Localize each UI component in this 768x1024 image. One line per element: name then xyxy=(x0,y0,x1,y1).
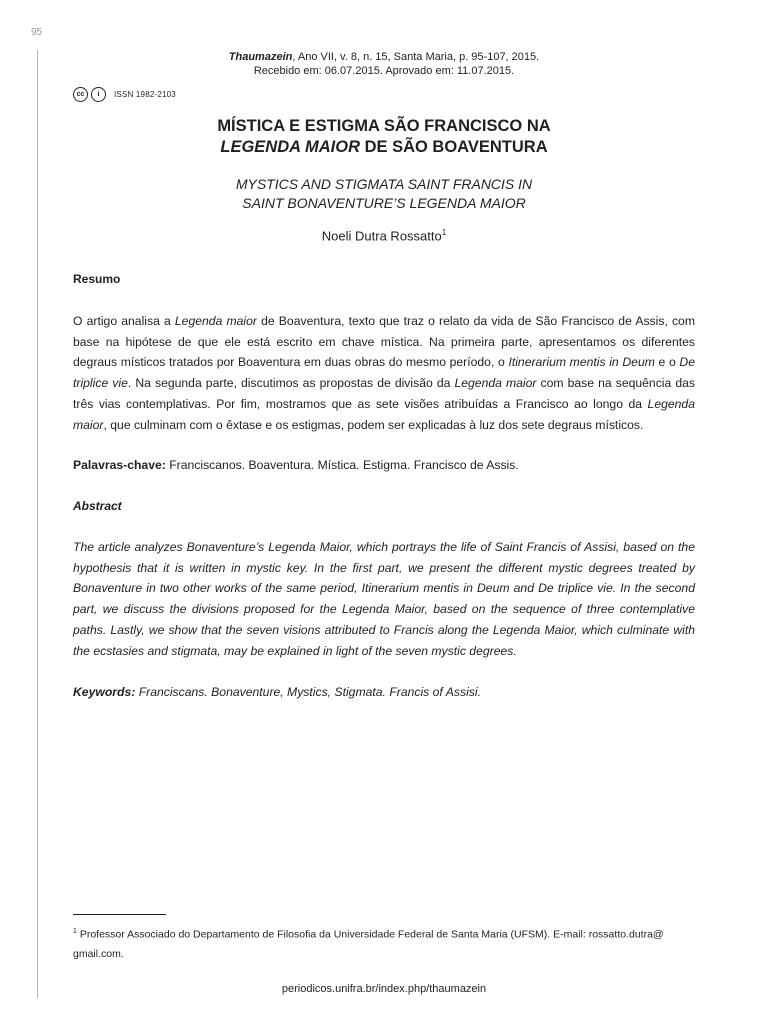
abstract-text: The article analyzes Bonaventure’s Legenda Maior, which portrays the life of Saint Francis of Assisi, based on the hypothesis that it is written in mystic key. In the first part, we present the different mystic degrees treated by Bonaventure in two other works of the same period, Itinerarium mentis in Deum and De triplice vie. In the second part, we discuss the divisions proposed for the Legenda Maior, based on the sequence of three contemplative paths. Lastly, we show that the seven visions attributed to Francis along the Legenda Maior, which culminate with the ecstasies and stigmata, may be explained in light of the seven mystic degrees. xyxy=(73,540,695,658)
resumo-italic: Legenda maior xyxy=(454,376,537,391)
footnote-mark: 1 xyxy=(73,928,77,935)
author-footnote-mark: 1 xyxy=(441,228,447,237)
resumo-part: de Boaventura, texto que traz o relato da vida de São Francisco de Assis, com base na hipótese de que ele está escrito em chave mística. Na primeira parte, apresentamos os diferentes degraus místicos tratados por Boaventura em duas obras do mesmo período, o xyxy=(73,314,695,370)
keywords xyxy=(73,682,695,703)
palavras-chave-text: Franciscanos. Boaventura. Mística. Estigma. Francisco de Assis. xyxy=(165,458,519,472)
resumo-part: com base na sequência das três vias contemplativas. Por fim, mostramos que as sete visões atribuídas a Francisco ao longo da xyxy=(73,376,696,411)
received-dates: Recebido em: 06.07.2015. Aprovado em: 11.07.2015. xyxy=(253,65,515,77)
footnote-text: Professor Associado do Departamento de Filosofia da Universidade Federal de Santa Maria (UFSM). E-mail: rossatto.dutra@ gmail.com. xyxy=(73,928,664,960)
page-number: 95 xyxy=(31,27,43,38)
resumo-italic: Itinerarium mentis in Deum xyxy=(508,355,655,370)
attribution-icon: i xyxy=(91,87,106,102)
abstract-heading: Abstract xyxy=(73,499,122,513)
subtitle-line-2: SAINT BONAVENTURE’S LEGENDA MAIOR xyxy=(242,195,526,211)
subtitle-line-1: MYSTICS AND STIGMATA SAINT FRANCIS IN xyxy=(235,176,533,192)
palavras-chave-label: Palavras-chave: xyxy=(73,458,166,472)
article-subtitle xyxy=(100,175,668,213)
resumo-part: e o xyxy=(654,355,680,370)
keywords-text: Franciscans. Bonaventure, Mystics, Stigmata. Francis of Assisi. xyxy=(135,685,481,699)
citation-text: , Ano VII, v. 8, n. 15, Santa Maria, p. 95-107, 2015. xyxy=(292,51,540,63)
author-name: Noeli Dutra Rossatto xyxy=(321,228,442,244)
title-line-1: MÍSTICA E ESTIGMA SÃO FRANCISCO NA xyxy=(217,117,551,135)
title-rest: DE SÃO BOAVENTURA xyxy=(360,138,548,156)
creative-commons-icon: cc xyxy=(73,87,88,102)
journal-header xyxy=(100,50,668,78)
keywords-label: Keywords: xyxy=(73,685,136,699)
resumo-part: . Na segunda parte, discutimos as propostas de divisão da xyxy=(127,376,455,391)
resumo-heading: Resumo xyxy=(73,272,121,286)
margin-rule xyxy=(37,50,38,998)
resumo-italic: De triplice vie xyxy=(73,355,696,391)
article-title xyxy=(100,116,668,158)
footer-url: periodicos.unifra.br/index.php/thaumazein xyxy=(281,983,487,995)
resumo-italic: Legenda maior xyxy=(174,314,257,328)
citation-line xyxy=(100,50,668,64)
resumo-part: O artigo analisa a xyxy=(73,314,175,328)
palavras-chave xyxy=(73,455,695,476)
author xyxy=(100,228,668,243)
resumo-text xyxy=(73,311,695,435)
resumo-part: , que culminam com o êxtase e os estigmas, podem ser explicadas à luz dos sete degraus místicos. xyxy=(103,417,644,432)
issn: ISSN 1982-2103 xyxy=(114,90,176,99)
resumo-italic: Legenda maior xyxy=(73,396,695,432)
footnote xyxy=(73,922,695,964)
title-line-2 xyxy=(100,137,668,158)
license-block xyxy=(73,87,176,102)
footnote-rule xyxy=(73,914,166,915)
title-italic: LEGENDA MAIOR xyxy=(220,138,360,156)
journal-name: Thaumazein xyxy=(228,51,293,63)
